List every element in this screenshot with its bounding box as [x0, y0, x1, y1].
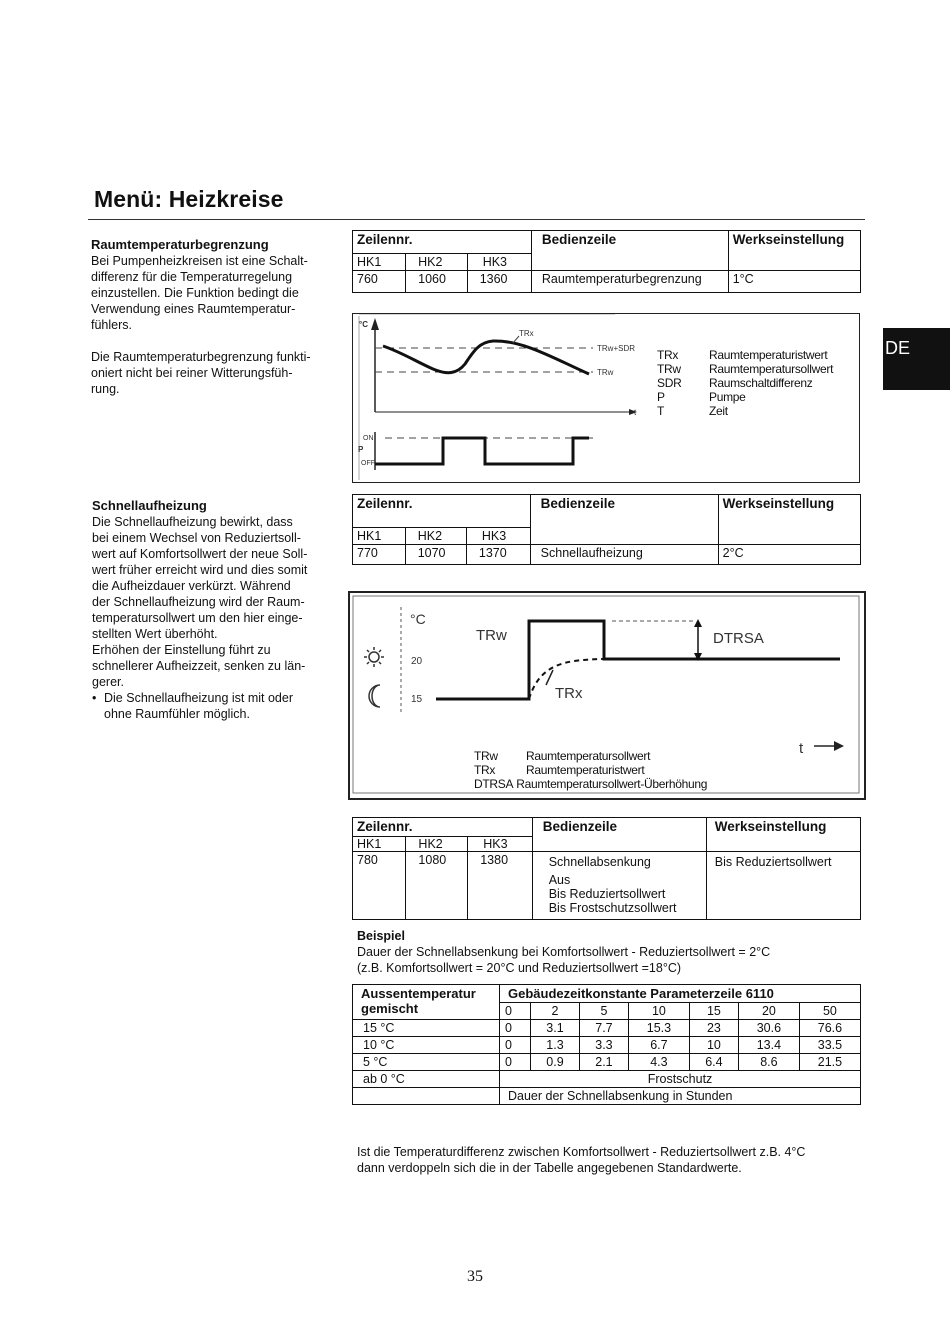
header-hk2: HK2	[405, 528, 466, 545]
option-frostschutz: Bis Frostschutzsollwert	[548, 901, 677, 915]
text-line: differenz für die Temperaturregelung	[91, 270, 293, 284]
row-label: 5 °C	[353, 1054, 500, 1071]
cell: 0	[500, 1054, 531, 1071]
cell: 6.7	[628, 1037, 689, 1054]
text-line: wert früher erreicht wird und dies somit	[92, 563, 308, 577]
col-header: 5	[579, 1003, 628, 1020]
header-werkseinstellung: Werkseinstellung	[728, 231, 860, 271]
footer-cell: Dauer der Schnellabsenkung in Stunden	[500, 1088, 861, 1105]
legend-2	[474, 749, 707, 791]
moon-icon	[369, 685, 380, 707]
text-line: schnellerer Aufheizzeit, senken zu län-	[92, 659, 306, 673]
y-axis-unit: °C	[359, 320, 368, 329]
legend-item: T Zeit	[657, 404, 728, 418]
header-zeilennr: Zeilennr.	[353, 231, 532, 254]
sun-icon	[364, 647, 384, 667]
header-aussentemperatur: Aussentemperatur gemischt	[353, 985, 500, 1020]
value-werkseinstellung: 1°C	[728, 271, 860, 293]
section-text	[92, 514, 342, 722]
text-line: Die Raumtemperaturbegrenzung funkti-	[91, 350, 311, 364]
label-trw: TRw	[476, 627, 507, 644]
value-bedienzeile: Raumtemperaturbegrenzung	[531, 271, 728, 293]
value-hk3: 1360	[467, 271, 531, 293]
cell: 4.3	[628, 1054, 689, 1071]
section-schnellaufheizung	[92, 498, 342, 722]
cell: 0	[500, 1020, 531, 1037]
schnellabsenkung-table	[352, 984, 861, 1105]
text-line: rung.	[91, 382, 120, 396]
pump-signal	[375, 438, 589, 464]
col-header: 15	[689, 1003, 738, 1020]
label-dtrsa: DTRSA	[713, 630, 764, 647]
row-label: 10 °C	[353, 1037, 500, 1054]
label-trw: TRw	[597, 368, 614, 377]
table-row	[353, 1088, 861, 1105]
value-hk2: 1070	[405, 545, 466, 565]
label-trx: TRx	[555, 685, 583, 702]
legend-item: TRw Raumtemperatursollwert	[474, 749, 651, 763]
cell: 6.4	[689, 1054, 738, 1071]
table-row	[353, 1037, 861, 1054]
cell: 13.4	[738, 1037, 799, 1054]
cell: 8.6	[738, 1054, 799, 1071]
bullet-icon: •	[92, 691, 97, 705]
legend-item: TRw Raumtemperatursollwert	[657, 362, 834, 376]
text-line: bei einem Wechsel von Reduziertsoll-	[92, 531, 301, 545]
time-arrow	[834, 741, 844, 751]
value-werkseinstellung: Bis Reduziertsollwert	[706, 852, 860, 920]
header-hk3: HK3	[468, 837, 532, 852]
text-line: Die Schnellaufheizung ist mit oder	[104, 691, 293, 705]
value-hk3: 1380	[468, 852, 532, 920]
col-header: 2	[530, 1003, 579, 1020]
col-header: 10	[628, 1003, 689, 1020]
header-hk1: HK1	[353, 837, 406, 852]
legend-item: SDR Raumschaltdifferenz	[657, 376, 813, 390]
col-header: 20	[738, 1003, 799, 1020]
y-axis-arrow	[371, 318, 379, 330]
header-hk1: HK1	[353, 254, 406, 271]
parameter-table-760	[352, 230, 861, 293]
table-row	[353, 1020, 861, 1037]
beispiel-line: Dauer der Schnellabsenkung bei Komfortsollwert - Reduziertsollwert = 2°C	[357, 945, 771, 959]
bullet-item	[92, 690, 342, 722]
cell: 7.7	[579, 1020, 628, 1037]
label-trw-sdr: TRw+SDR	[597, 344, 636, 353]
col-header: 0	[500, 1003, 531, 1020]
value-hk1: 780	[353, 852, 406, 920]
text-line: der Schnellaufheizung wird der Raum-	[92, 595, 305, 609]
tick-15: 15	[411, 694, 423, 705]
cell: 2.1	[579, 1054, 628, 1071]
value-hk2: 1080	[406, 852, 468, 920]
text-line: Verwendung eines Raumtemperatur-	[91, 302, 296, 316]
header-zeilennr: Zeilennr.	[353, 818, 533, 837]
figure-raumtemperaturbegrenzung	[352, 313, 860, 483]
value-hk1: 770	[353, 545, 406, 565]
header-hk2: HK2	[406, 837, 468, 852]
legend-item: P Pumpe	[657, 390, 746, 404]
empty-cell	[353, 1088, 500, 1105]
figure-schnellaufheizung	[348, 591, 866, 800]
parameter-table-770	[352, 494, 861, 565]
text-line: Erhöhen der Einstellung führt zu	[92, 643, 271, 657]
col-header: 50	[799, 1003, 860, 1020]
cell: 10	[689, 1037, 738, 1054]
header-bedienzeile: Bedienzeile	[531, 231, 728, 271]
table-row	[353, 1054, 861, 1071]
text-line: Bei Pumpenheizkreisen ist eine Schalt-	[91, 254, 308, 268]
row-label: 15 °C	[353, 1020, 500, 1037]
legend-item: DTRSA Raumtemperatursollwert-Überhöhung	[474, 777, 708, 791]
option-reduziert: Bis Reduziertsollwert	[548, 887, 666, 901]
header-werkseinstellung: Werkseinstellung	[718, 495, 860, 545]
beispiel-block	[357, 928, 770, 976]
text-line: gerer.	[92, 675, 124, 689]
value-hk2: 1060	[406, 271, 468, 293]
label-trx: TRx	[519, 329, 534, 338]
value-hk3: 1370	[466, 545, 530, 565]
text-line: oniert nicht bei reiner Witterungsfüh-	[91, 366, 293, 380]
beispiel-line: (z.B. Komfortsollwert = 20°C und Reduziertsollwert =18°C)	[357, 961, 682, 975]
section-title: Raumtemperaturbegrenzung	[91, 237, 269, 252]
value-bedienzeile: Schnellaufheizung	[530, 545, 718, 565]
header-bedienzeile: Bedienzeile	[530, 495, 718, 545]
note-line: dann verdoppeln sich die in der Tabelle angegebenen Standardwerte.	[357, 1161, 742, 1175]
title-rule	[88, 219, 865, 220]
cell: 21.5	[799, 1054, 860, 1071]
frostschutz-cell: Frostschutz	[500, 1071, 861, 1088]
label-t: t	[799, 740, 804, 757]
trx-curve	[383, 341, 589, 374]
text-line: einzustellen. Die Funktion bedingt die	[91, 286, 299, 300]
cell: 3.3	[579, 1037, 628, 1054]
text-line: wert auf Komfortsollwert der neue Soll-	[92, 547, 308, 561]
cell: 1.3	[530, 1037, 579, 1054]
text-line: stellten Wert überhöht.	[92, 627, 218, 641]
tick-20: 20	[411, 656, 423, 667]
text-line: temperatursollwert um den hier einge-	[92, 611, 303, 625]
header-bedienzeile: Bedienzeile	[532, 818, 706, 852]
bedien-name: Schnellabsenkung	[548, 855, 651, 869]
label-on: ON	[363, 435, 374, 442]
note-line: Ist die Temperaturdifferenz zwischen Komfortsollwert - Reduziertsollwert z.B. 4°C	[357, 1145, 806, 1159]
value-hk1: 760	[353, 271, 406, 293]
section-raumtemperaturbegrenzung	[91, 237, 341, 397]
cell: 30.6	[738, 1020, 799, 1037]
legend-item: TRx Raumtemperaturistwert	[474, 763, 645, 777]
page-title: Menü: Heizkreise	[94, 186, 284, 212]
text-line: ohne Raumfühler möglich.	[104, 707, 250, 721]
row-label: ab 0 °C	[353, 1071, 500, 1088]
y-axis-unit: °C	[410, 611, 426, 627]
text-line: fühlers.	[91, 318, 132, 332]
text-line: Die Schnellaufheizung bewirkt, dass	[92, 515, 293, 529]
section-title: Schnellaufheizung	[92, 498, 207, 513]
x-axis-label: t	[634, 408, 637, 417]
cell: 15.3	[628, 1020, 689, 1037]
parameter-table-780	[352, 817, 861, 920]
label-p: P	[358, 445, 364, 454]
header-hk3: HK3	[467, 254, 531, 271]
cell: 3.1	[530, 1020, 579, 1037]
beispiel-title: Beispiel	[357, 929, 405, 943]
note-block	[357, 1144, 805, 1176]
label-off: OFF	[361, 460, 375, 467]
cell: 76.6	[799, 1020, 860, 1037]
legend-item: TRx Raumtemperaturistwert	[657, 348, 828, 362]
header-hk2: HK2	[406, 254, 468, 271]
option-aus: Aus	[548, 873, 571, 887]
cell: 0.9	[530, 1054, 579, 1071]
legend-1	[657, 348, 833, 418]
section-text	[91, 253, 341, 397]
table-row	[353, 1071, 861, 1088]
header-hk3: HK3	[466, 528, 530, 545]
cell: 23	[689, 1020, 738, 1037]
page-number: 35	[467, 1268, 483, 1285]
value-bedienzeile	[532, 852, 706, 920]
value-werkseinstellung: 2°C	[718, 545, 860, 565]
header-zeilennr: Zeilennr.	[353, 495, 531, 528]
cell: 33.5	[799, 1037, 860, 1054]
dtrsa-arrow-up	[694, 619, 702, 627]
header-gebaeudezeitkonstante: Gebäudezeitkonstante Parameterzeile 6110	[500, 985, 861, 1003]
cell: 0	[500, 1037, 531, 1054]
header-hk1: HK1	[353, 528, 406, 545]
header-werkseinstellung: Werkseinstellung	[706, 818, 860, 852]
trx-pointer	[546, 670, 553, 685]
language-tab[interactable]: DE	[883, 328, 950, 390]
text-line: die Aufheizdauer verkürzt. Während	[92, 579, 291, 593]
